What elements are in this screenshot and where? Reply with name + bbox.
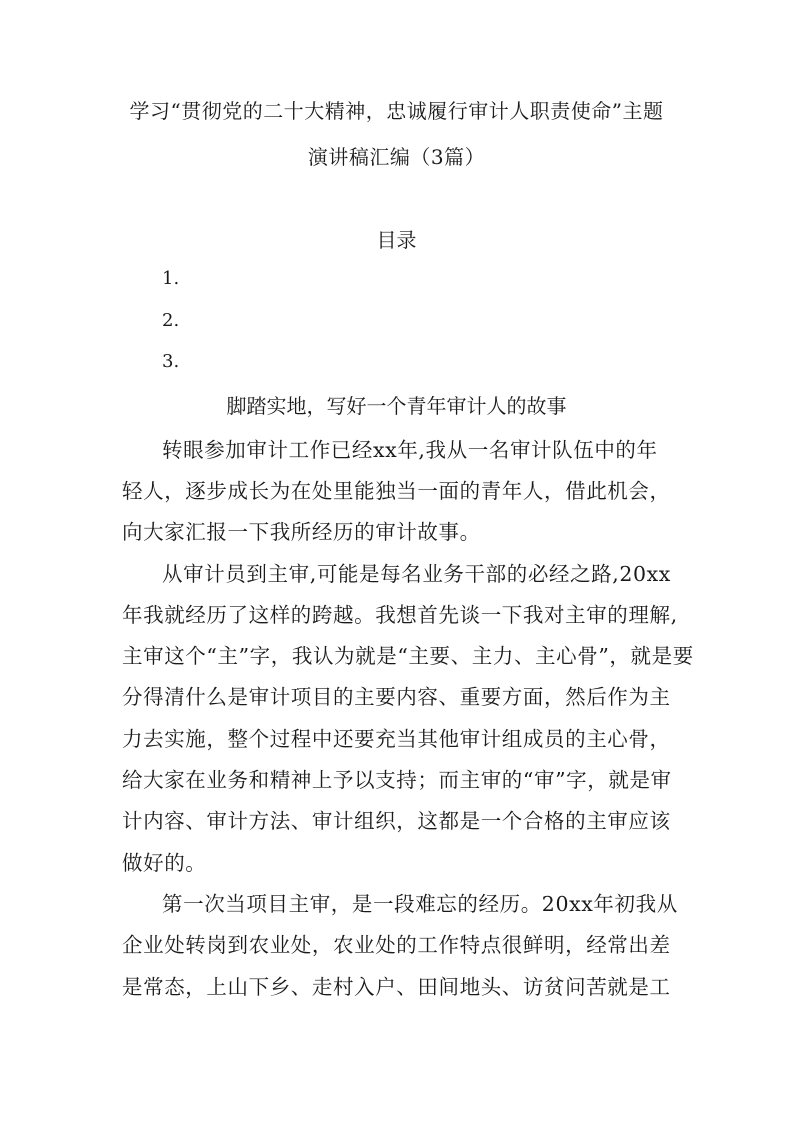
body-line: 主审这个“主”字，我认为就是“主要、主力、主心骨”，就是要 (122, 644, 694, 668)
document-title-line-2: 演讲稿汇编（3篇） (307, 145, 486, 169)
body-line: 力去实施，整个过程中还要充当其他审计组成员的主心骨， (122, 727, 671, 751)
body-line: 是常态，上山下乡、走村入户、田间地头、访贫问苦就是工 (122, 975, 671, 999)
article-title: 脚踏实地，写好一个青年审计人的故事 (226, 394, 567, 418)
body-line: 第一次当项目主审，是一段难忘的经历。20xx年初我从 (162, 892, 678, 916)
body-line: 计内容、审计方法、审计组织，这都是一个合格的主审应该 (122, 809, 671, 833)
body-line: 转眼参加审计工作已经xx年,我从一名审计队伍中的年 (162, 438, 658, 462)
body-line: 企业处转岗到农业处，农业处的工作特点很鲜明，经常出差 (122, 933, 671, 957)
toc-item-2: 2. (162, 310, 180, 331)
body-line: 向大家汇报一下我所经历的审计故事。 (122, 520, 481, 544)
toc-heading: 目录 (376, 228, 417, 252)
body-line: 年我就经历了这样的跨越。我想首先谈一下我对主审的理解, (122, 603, 678, 627)
toc-item-1: 1. (162, 268, 180, 289)
body-line: 给大家在业务和精神上予以支持；而主审的“审”字，就是审 (122, 768, 672, 792)
body-line: 做好的。 (122, 851, 207, 875)
document-title-line-1: 学习“贯彻党的二十大精神，忠诚履行审计人职责使命”主题 (129, 99, 664, 123)
body-line: 从审计员到主审,可能是每名业务干部的必经之路,20xx (162, 562, 671, 586)
toc-item-3: 3. (162, 351, 180, 372)
body-line: 分得清什么是审计项目的主要内容、重要方面，然后作为主 (122, 685, 671, 709)
body-line: 轻人，逐步成长为在处里能独当一面的青年人，借此机会， (122, 479, 671, 503)
